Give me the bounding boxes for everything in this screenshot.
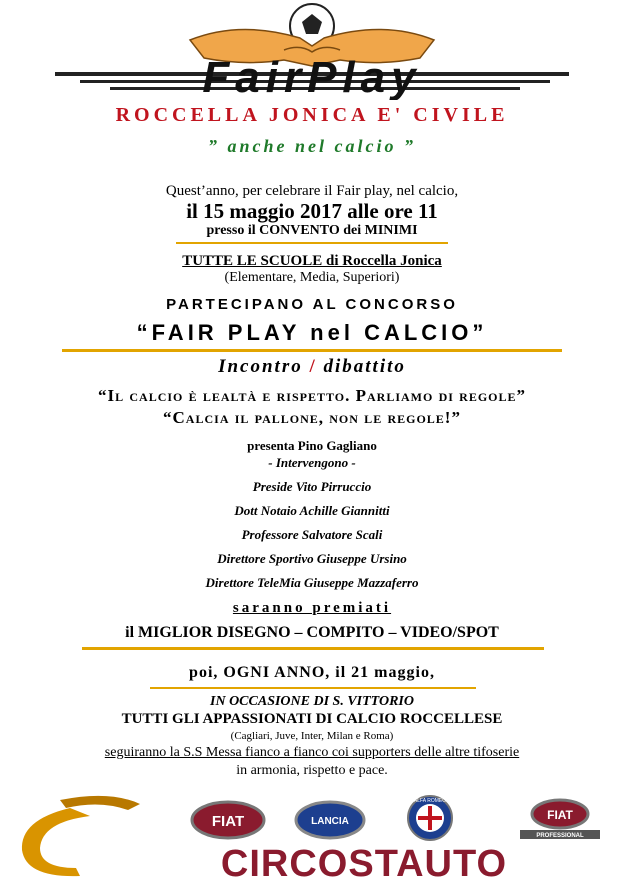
event-date: il 15 maggio 2017 alle ore 11 (186, 199, 438, 223)
circostauto-wordmark: CIRCOSTAUTO (220, 843, 508, 882)
occasion-line: IN OCCASIONE DI S. VITTORIO (210, 694, 414, 709)
debate-heading (0, 356, 624, 378)
speaker-item: Dott Notaio Achille Giannitti (234, 503, 390, 518)
fairplay-logo (0, 0, 624, 100)
page-title: ROCCELLA JONICA E' CIVILE (115, 104, 509, 126)
intervene-label: - Intervengono - (268, 455, 356, 470)
annual-line: poi, OGNI ANNO, il 21 maggio, (189, 664, 435, 681)
svg-text:LANCIA: LANCIA (311, 816, 349, 827)
sponsor-banner (0, 790, 624, 882)
debate-heading-left: Incontro (218, 356, 303, 377)
circostauto-logo-icon (22, 808, 90, 876)
speaker-item: Preside Vito Pirruccio (252, 479, 372, 494)
quote-1: “Il calcio è lealtà e rispetto. Parliamo di regole” (98, 386, 526, 405)
divider (62, 349, 562, 352)
divider (82, 647, 544, 650)
presenter: presenta Pino Gagliano (247, 438, 377, 453)
awards-items: il MIGLIOR DISEGNO – COMPITO – VIDEO/SPOT (125, 624, 499, 641)
fans-line: TUTTI GLI APPASSIONATI DI CALCIO ROCCELLESE (121, 711, 503, 727)
mass-line: seguiranno la S.S Messa fianco a fianco coi supporters delle altre tifoserie (104, 745, 520, 760)
debate-heading-right: dibattito (323, 356, 406, 377)
schools-list: (Elementare, Media, Superiori) (224, 270, 400, 285)
contest-label: PARTECIPANO AL CONCORSO (166, 296, 458, 313)
intro-line: Quest’anno, per celebrare il Fair play, nel calcio, (165, 183, 459, 199)
svg-text:PROFESSIONAL: PROFESSIONAL (536, 833, 584, 839)
quote-2: “Calcia il pallone, non le regole!” (163, 408, 461, 427)
speaker-item: Professore Salvatore Scali (241, 527, 383, 542)
event-location: presso il CONVENTO dei MINIMI (206, 223, 418, 238)
awards-heading: saranno premiati (232, 600, 392, 616)
logo-text: FairPlay (202, 53, 422, 100)
harmony-line: in armonia, rispetto e pace. (236, 763, 388, 778)
contest-name: “FAIR PLAY nel CALCIO” (136, 320, 488, 345)
divider (150, 687, 476, 689)
speaker-item: Direttore TeleMia Giuseppe Mazzaferro (205, 575, 419, 590)
lancia-logo-icon (296, 802, 364, 838)
svg-text:ALFA ROMEO: ALFA ROMEO (413, 798, 447, 804)
page-subtitle: ” anche nel calcio ” (208, 136, 416, 156)
fiat-professional-logo-icon (520, 800, 600, 839)
speaker-item: Direttore Sportivo Giuseppe Ursino (217, 551, 407, 566)
svg-text:FIAT: FIAT (211, 813, 245, 830)
alfa-romeo-logo-icon (408, 796, 452, 840)
fiat-logo-icon (192, 802, 264, 838)
schools-heading: TUTTE LE SCUOLE di Roccella Jonica (182, 253, 442, 269)
divider (176, 242, 448, 244)
debate-separator: / (309, 356, 317, 377)
teams-line: (Cagliari, Juve, Inter, Milan e Roma) (230, 730, 394, 742)
svg-text:FIAT: FIAT (547, 808, 573, 822)
